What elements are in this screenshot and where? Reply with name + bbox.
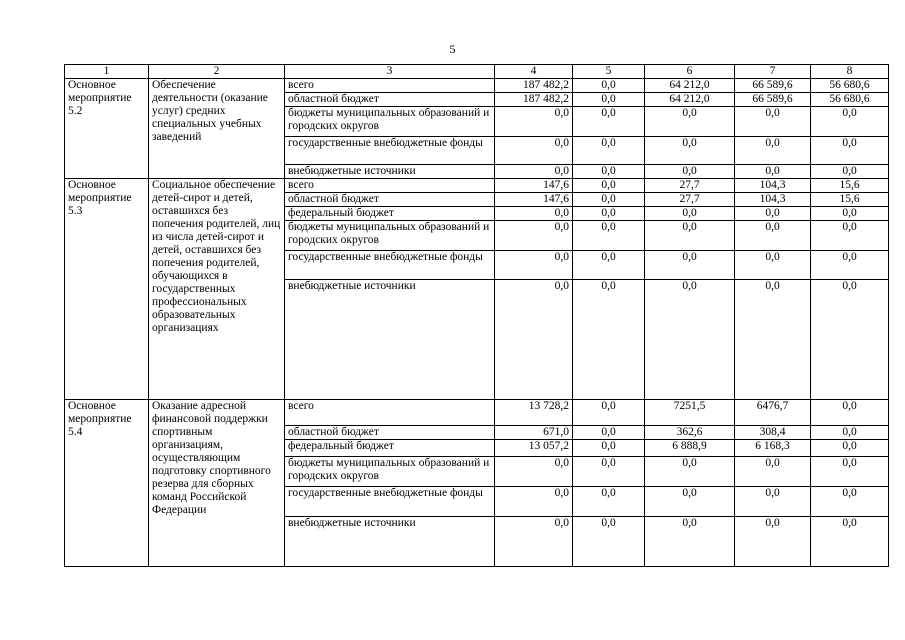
value-cell: 0,0: [495, 457, 573, 487]
value-cell: 187 482,2: [495, 79, 573, 93]
funding-source-label: бюджеты муниципальных образований и городских округов: [285, 107, 495, 137]
activity-title: Основное мероприятие 5.3: [65, 179, 149, 400]
funding-source-label: внебюджетные источники: [285, 280, 495, 400]
funding-source-label: внебюджетные источники: [285, 517, 495, 567]
value-cell: 308,4: [735, 426, 811, 440]
value-cell: 0,0: [645, 207, 735, 221]
value-cell: 6 168,3: [735, 440, 811, 457]
value-cell: 0,0: [811, 221, 889, 251]
value-cell: 0,0: [573, 440, 645, 457]
funding-source-label: всего: [285, 79, 495, 93]
value-cell: 0,0: [573, 137, 645, 165]
funding-source-label: всего: [285, 179, 495, 193]
value-cell: 147,6: [495, 193, 573, 207]
funding-source-label: бюджеты муниципальных образований и городских округов: [285, 457, 495, 487]
value-cell: 147,6: [495, 179, 573, 193]
value-cell: 0,0: [645, 137, 735, 165]
value-cell: 13 057,2: [495, 440, 573, 457]
value-cell: 0,0: [645, 517, 735, 567]
value-cell: 0,0: [735, 165, 811, 179]
budget-table: [64, 64, 889, 567]
activity-name: Социальное обеспечение детей-сирот и детей, оставшихся без попечения родителей, лиц из числа детей-сирот и детей, оставшихся без попечения родителей, обучающихся в государственных профессиональных образовательных организациях: [149, 179, 285, 400]
value-cell: 0,0: [573, 251, 645, 280]
value-cell: 0,0: [811, 440, 889, 457]
funding-source-label: бюджеты муниципальных образований и городских округов: [285, 221, 495, 251]
header-row: [65, 65, 889, 79]
value-cell: 64 212,0: [645, 79, 735, 93]
value-cell: 0,0: [495, 251, 573, 280]
value-cell: 0,0: [495, 487, 573, 517]
column-header: 5: [573, 65, 645, 79]
value-cell: 7251,5: [645, 400, 735, 426]
value-cell: 0,0: [573, 93, 645, 107]
funding-source-label: областной бюджет: [285, 93, 495, 107]
funding-source-label: государственные внебюджетные фонды: [285, 251, 495, 280]
value-cell: 27,7: [645, 179, 735, 193]
funding-source-label: областной бюджет: [285, 426, 495, 440]
value-cell: 0,0: [573, 165, 645, 179]
table-row: [65, 179, 889, 193]
value-cell: 671,0: [495, 426, 573, 440]
value-cell: 0,0: [573, 457, 645, 487]
table-row: [65, 400, 889, 426]
value-cell: 362,6: [645, 426, 735, 440]
value-cell: 0,0: [735, 517, 811, 567]
funding-source-label: всего: [285, 400, 495, 426]
value-cell: 0,0: [735, 137, 811, 165]
activity-title: Основное мероприятие 5.4: [65, 400, 149, 567]
value-cell: 0,0: [573, 79, 645, 93]
value-cell: 0,0: [645, 280, 735, 400]
value-cell: 0,0: [645, 107, 735, 137]
value-cell: 0,0: [735, 251, 811, 280]
value-cell: 0,0: [495, 165, 573, 179]
value-cell: 0,0: [645, 251, 735, 280]
value-cell: 0,0: [645, 165, 735, 179]
funding-source-label: государственные внебюджетные фонды: [285, 487, 495, 517]
funding-source-label: областной бюджет: [285, 193, 495, 207]
value-cell: 0,0: [811, 517, 889, 567]
column-header: 4: [495, 65, 573, 79]
value-cell: 0,0: [811, 280, 889, 400]
value-cell: 0,0: [573, 221, 645, 251]
value-cell: 0,0: [495, 517, 573, 567]
value-cell: 187 482,2: [495, 93, 573, 107]
value-cell: 56 680,6: [811, 93, 889, 107]
value-cell: 66 589,6: [735, 79, 811, 93]
value-cell: 0,0: [495, 207, 573, 221]
value-cell: 66 589,6: [735, 93, 811, 107]
value-cell: 15,6: [811, 193, 889, 207]
value-cell: 0,0: [573, 400, 645, 426]
funding-source-label: внебюджетные источники: [285, 165, 495, 179]
value-cell: 0,0: [495, 280, 573, 400]
column-header: 6: [645, 65, 735, 79]
value-cell: 104,3: [735, 179, 811, 193]
value-cell: 0,0: [735, 107, 811, 137]
column-header: 1: [65, 65, 149, 79]
funding-source-label: государственные внебюджетные фонды: [285, 137, 495, 165]
value-cell: 0,0: [573, 193, 645, 207]
value-cell: 13 728,2: [495, 400, 573, 426]
value-cell: 15,6: [811, 179, 889, 193]
value-cell: 0,0: [645, 457, 735, 487]
table-row: [65, 79, 889, 93]
column-header: 2: [149, 65, 285, 79]
value-cell: 0,0: [735, 487, 811, 517]
value-cell: 0,0: [811, 107, 889, 137]
value-cell: 0,0: [573, 426, 645, 440]
value-cell: 0,0: [573, 487, 645, 517]
funding-source-label: федеральный бюджет: [285, 207, 495, 221]
value-cell: 0,0: [811, 165, 889, 179]
value-cell: 0,0: [811, 137, 889, 165]
value-cell: 0,0: [811, 426, 889, 440]
value-cell: 0,0: [495, 137, 573, 165]
activity-name: Обеспечение деятельности (оказание услуг) средних специальных учебных заведений: [149, 79, 285, 179]
value-cell: 0,0: [811, 400, 889, 426]
value-cell: 0,0: [573, 280, 645, 400]
value-cell: 64 212,0: [645, 93, 735, 107]
value-cell: 0,0: [573, 107, 645, 137]
column-header: 8: [811, 65, 889, 79]
value-cell: 0,0: [735, 207, 811, 221]
value-cell: 0,0: [573, 207, 645, 221]
value-cell: 27,7: [645, 193, 735, 207]
value-cell: 0,0: [735, 457, 811, 487]
activity-title: Основное мероприятие 5.2: [65, 79, 149, 179]
funding-source-label: федеральный бюджет: [285, 440, 495, 457]
column-header: 7: [735, 65, 811, 79]
value-cell: 0,0: [495, 107, 573, 137]
activity-name: Оказание адресной финансовой поддержки спортивным организациям, осуществляющим подготовку спортивного резерва для сборных команд Российской Федерации: [149, 400, 285, 567]
page-number: 5: [449, 42, 456, 56]
value-cell: 0,0: [573, 517, 645, 567]
value-cell: 0,0: [645, 221, 735, 251]
value-cell: 0,0: [735, 221, 811, 251]
value-cell: 104,3: [735, 193, 811, 207]
value-cell: 6476,7: [735, 400, 811, 426]
value-cell: 0,0: [811, 457, 889, 487]
value-cell: 6 888,9: [645, 440, 735, 457]
value-cell: 0,0: [811, 207, 889, 221]
value-cell: 56 680,6: [811, 79, 889, 93]
value-cell: 0,0: [573, 179, 645, 193]
value-cell: 0,0: [811, 487, 889, 517]
value-cell: 0,0: [811, 251, 889, 280]
value-cell: 0,0: [495, 221, 573, 251]
value-cell: 0,0: [735, 280, 811, 400]
value-cell: 0,0: [645, 487, 735, 517]
column-header: 3: [285, 65, 495, 79]
